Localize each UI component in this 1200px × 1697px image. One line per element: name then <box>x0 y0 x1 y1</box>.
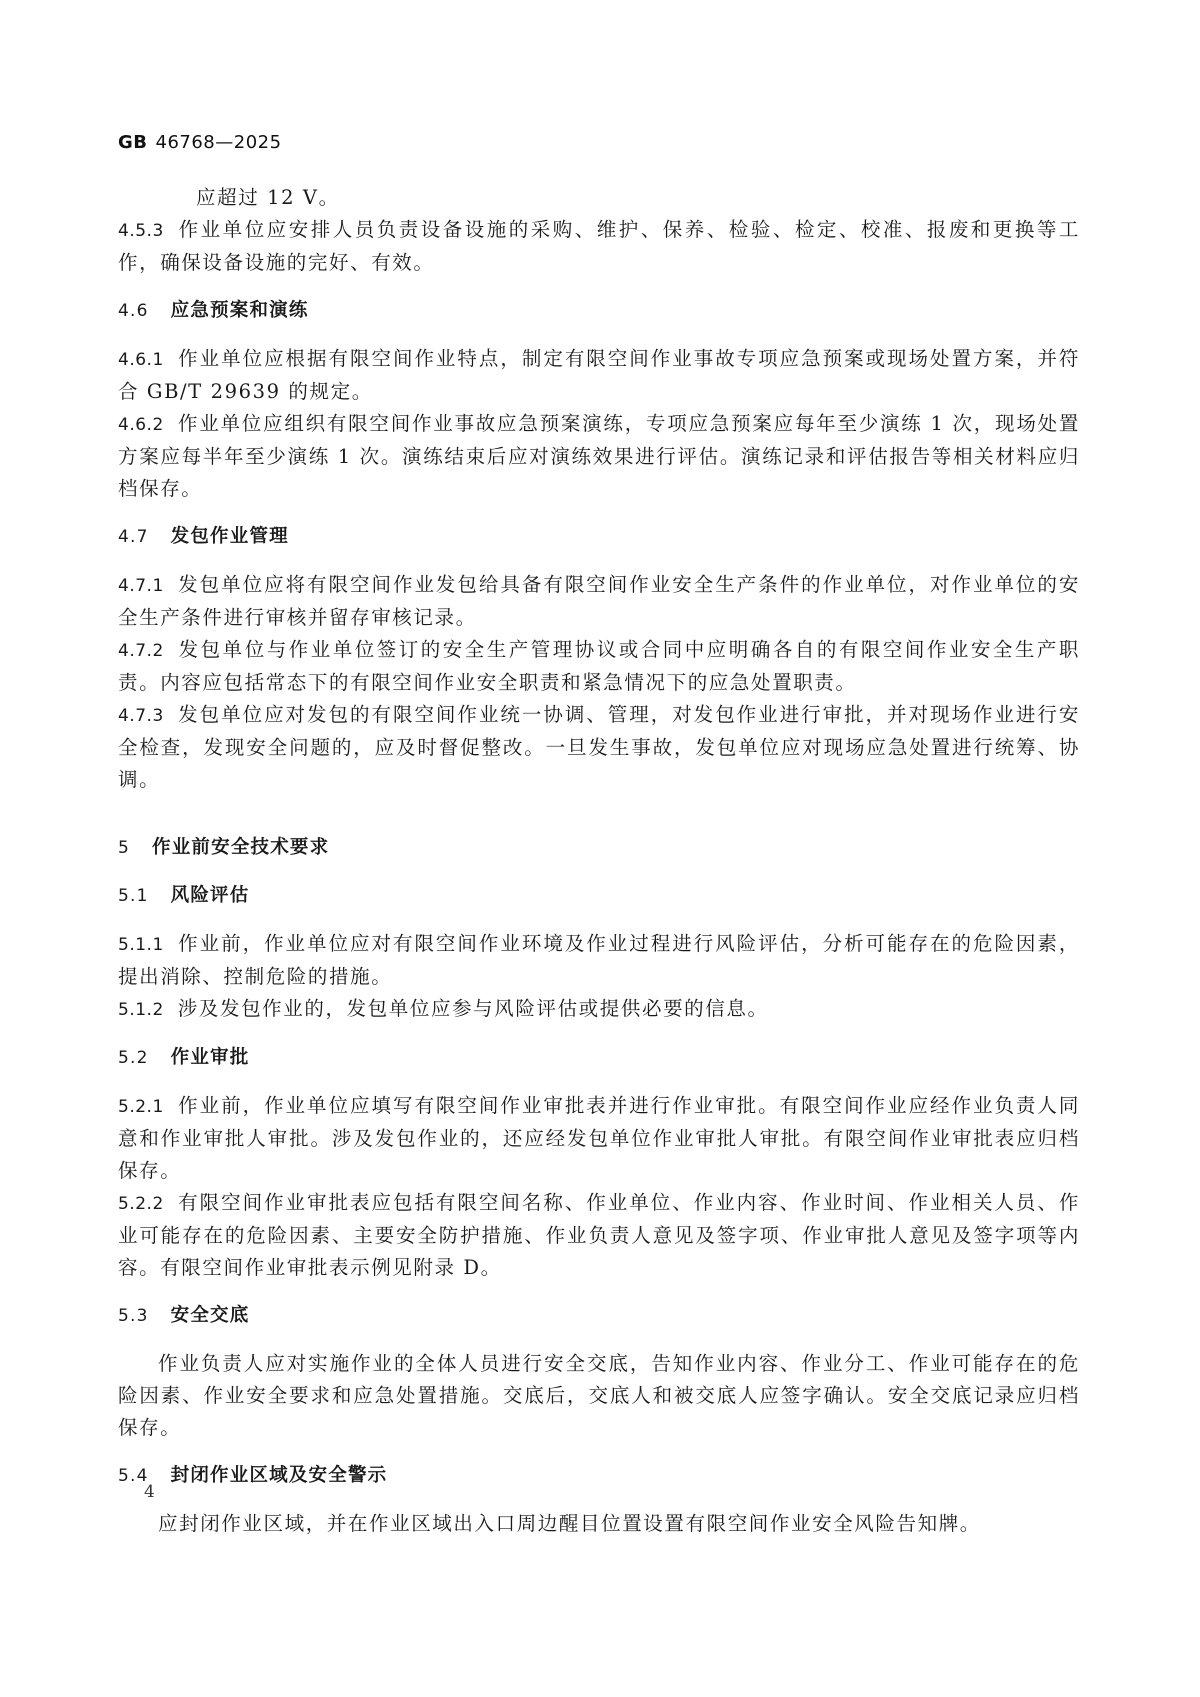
clause-number: 5.2.2 <box>118 1194 164 1214</box>
clause-number: 5.1.1 <box>118 935 164 955</box>
clause-text: 发包单位应对发包的有限空间作业统一协调、管理，对发包作业进行审批，并对现场作业进行安全检查，发现安全问题的，应及时督促整改。一旦发生事故，发包单位应对现场应急处置进行统筹、协调。 <box>118 703 1080 791</box>
clause-number: 4.7.1 <box>118 576 164 596</box>
clause-number: 4.6.2 <box>118 415 164 435</box>
heading-title: 应急预案和演练 <box>170 300 309 321</box>
clause-text: 有限空间作业审批表应包括有限空间名称、作业单位、作业内容、作业时间、作业相关人员、作业可能存在的危险因素、主要安全防护措施、作业负责人意见及签字项、作业审批人意见及签字项等内容。有限空间作业审批表示例见附录 D。 <box>118 1191 1080 1279</box>
section-heading-5-3 <box>118 1300 1080 1332</box>
clause-text: 发包单位应将有限空间作业发包给具备有限空间作业安全生产条件的作业单位，对作业单位的安全生产条件进行审核并留存审核记录。 <box>118 573 1080 629</box>
paragraph-5-4: 应封闭作业区域，并在作业区域出入口周边醒目位置设置有限空间作业安全风险告知牌。 <box>158 1512 981 1535</box>
clause-number: 4.5.3 <box>118 221 164 241</box>
heading-number: 5 <box>118 838 131 858</box>
clause-text: 作业单位应根据有限空间作业特点，制定有限空间作业事故专项应急预案或现场处置方案，并符合 GB/T 29639 的规定。 <box>118 347 1080 403</box>
heading-title: 作业审批 <box>170 1047 250 1068</box>
clause-5-1-1 <box>118 928 1080 993</box>
clause-5-2-2 <box>118 1187 1080 1284</box>
paragraph-5-3: 作业负责人应对实施作业的全体人员进行安全交底，告知作业内容、作业分工、作业可能存在的危险因素、作业安全要求和应急处置措施。交底后，交底人和被交底人应签字确认。安全交底记录应归档保存。 <box>118 1352 1080 1439</box>
clause-text: 作业前，作业单位应填写有限空间作业审批表并进行作业审批。有限空间作业应经作业负责人同意和作业审批人审批。涉及发包作业的，还应经发包单位作业审批人审批。有限空间作业审批表应归档保存。 <box>118 1094 1080 1182</box>
clause-number: 4.7.3 <box>118 706 164 726</box>
heading-title: 安全交底 <box>170 1305 250 1326</box>
heading-title: 作业前安全技术要求 <box>152 837 330 858</box>
heading-number: 4.7 <box>118 527 149 547</box>
standard-code-header <box>118 132 282 153</box>
heading-number: 5.4 <box>118 1466 149 1486</box>
standard-prefix: GB <box>118 132 148 153</box>
clause-number: 4.7.2 <box>118 641 164 661</box>
clause-text: 发包单位与作业单位签订的安全生产管理协议或合同中应明确各自的有限空间作业安全生产职责。内容应包括常态下的有限空间作业安全职责和紧急情况下的应急处置职责。 <box>118 638 1080 694</box>
clause-text: 作业前，作业单位应对有限空间作业环境及作业过程进行风险评估，分析可能存在的危险因素，提出消除、控制危险的措施。 <box>118 932 1080 988</box>
clause-4-6-1 <box>118 343 1080 408</box>
clause-text: 作业单位应组织有限空间作业事故应急预案演练，专项应急预案应每年至少演练 1 次，现场处置方案应每半年至少演练 1 次。演练结束后应对演练效果进行评估。演练记录和评估报告等相关材料应归档保存。 <box>118 412 1080 500</box>
clause-4-7-2 <box>118 634 1080 699</box>
section-heading-5-4 <box>118 1460 1080 1492</box>
chapter-heading-5 <box>118 832 1080 864</box>
heading-title: 封闭作业区域及安全警示 <box>170 1465 388 1486</box>
clause-5-2-1 <box>118 1090 1080 1187</box>
heading-title: 发包作业管理 <box>170 526 289 547</box>
clause-4-5-3 <box>118 214 1080 279</box>
clause-4-7-1 <box>118 569 1080 634</box>
heading-number: 5.1 <box>118 886 149 906</box>
section-heading-5-2 <box>118 1042 1080 1074</box>
heading-title: 风险评估 <box>170 885 250 906</box>
section-heading-5-1 <box>118 880 1080 912</box>
clause-number: 5.2.1 <box>118 1097 164 1117</box>
heading-number: 5.2 <box>118 1048 149 1068</box>
clause-4-6-2 <box>118 408 1080 505</box>
clause-number: 5.1.2 <box>118 1000 164 1020</box>
page-number: 4 <box>144 1482 155 1502</box>
clause-text: 涉及发包作业的，发包单位应参与风险评估或提供必要的信息。 <box>177 997 769 1020</box>
clause-text: 作业单位应安排人员负责设备设施的采购、维护、保养、检验、检定、校准、报废和更换等工作，确保设备设施的完好、有效。 <box>118 218 1080 274</box>
section-heading-4-6 <box>118 295 1080 327</box>
continuation-text: 应超过 12 V。 <box>196 186 340 209</box>
clause-5-1-2 <box>118 993 1080 1026</box>
standard-number: 46768—2025 <box>155 132 282 153</box>
document-body <box>118 182 1080 1540</box>
heading-number: 4.6 <box>118 301 149 321</box>
clause-number: 4.6.1 <box>118 350 164 370</box>
heading-number: 5.3 <box>118 1306 149 1326</box>
clause-4-7-3 <box>118 699 1080 796</box>
section-heading-4-7 <box>118 521 1080 553</box>
